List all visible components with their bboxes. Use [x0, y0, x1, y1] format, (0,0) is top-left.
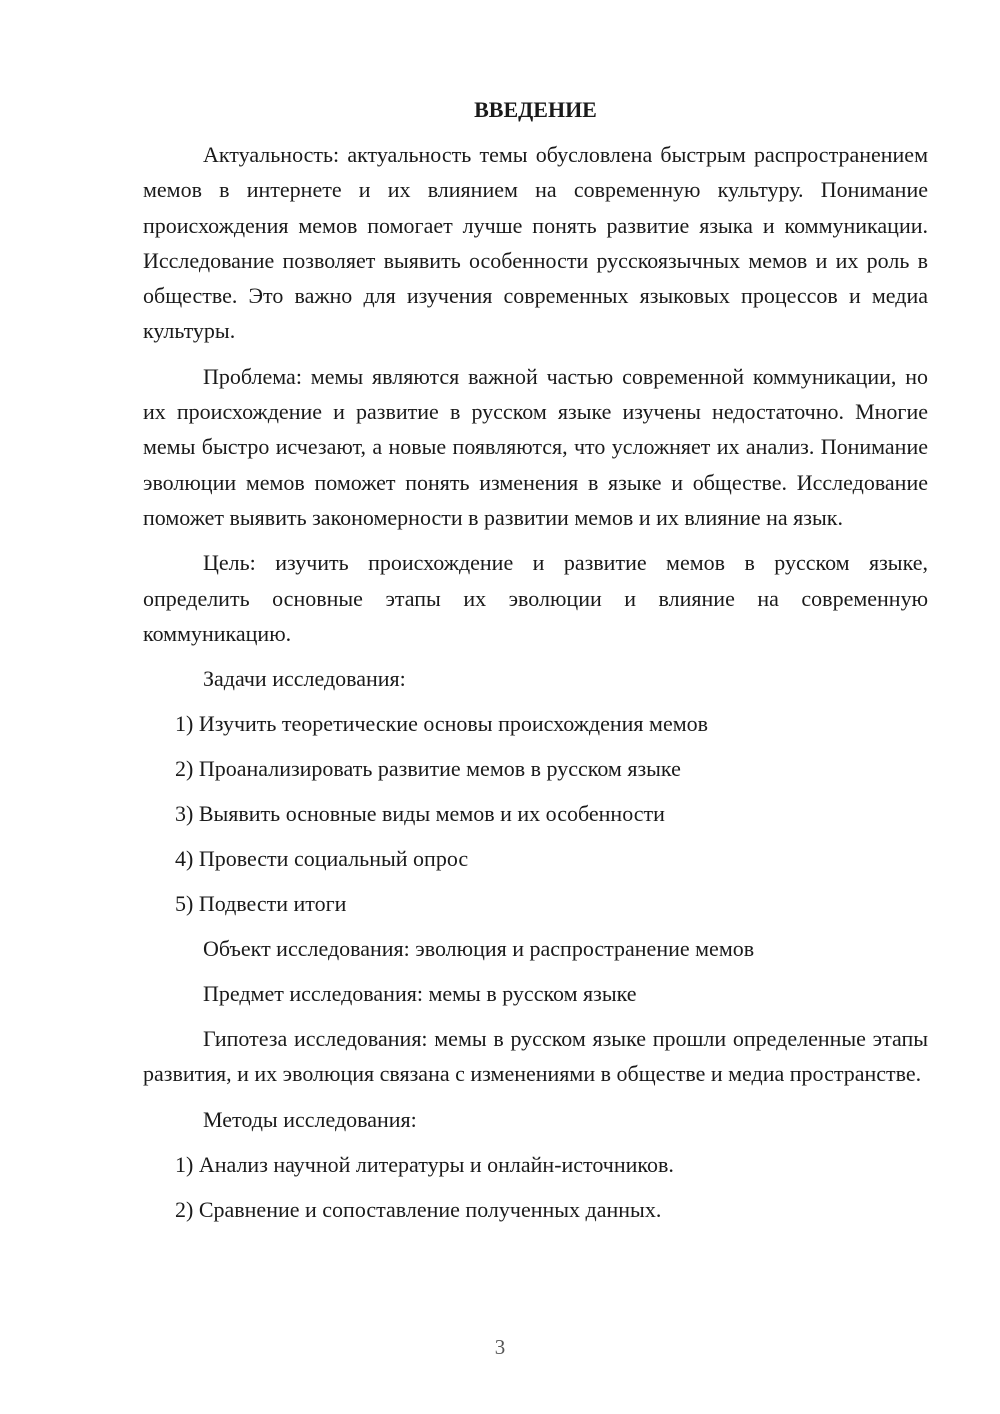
- hypothesis-paragraph: Гипотеза исследования: мемы в русском языке прошли определенные этапы развития, и их эволюция связана с изменениями в обществе и медиа пространстве.: [143, 1026, 928, 1087]
- list-item: 5) Подвести итоги: [175, 891, 347, 917]
- list-item: 4) Провести социальный опрос: [175, 846, 469, 872]
- list-item: 1) Анализ научной литературы и онлайн-источников.: [175, 1151, 674, 1177]
- actuality-paragraph: Актуальность: актуальность темы обусловлена быстрым распространением мемов в интернете и их влиянием на современную культуру. Понимание происхождения мемов помогает лучше понять развитие языка и коммуникации. Исследование позволяет выявить особенности русскоязычных мемов и их роль в обществе. Это важно для изучения современных языковых процессов и медиа культуры.: [143, 142, 928, 344]
- problem-paragraph: Проблема: мемы являются важной частью современной коммуникации, но их происхождение и развитие в русском языке изучены недостаточно. Многие мемы быстро исчезают, а новые появляются, что усложняет их анализ. Понимание эволюции мемов поможет понять изменения в языке и обществе. Исследование поможет выявить закономерности в развитии мемов и их влияние на язык.: [143, 363, 928, 530]
- tasks-list: [143, 706, 928, 921]
- list-item: 2) Проанализировать развитие мемов в русском языке: [175, 756, 681, 782]
- list-item: 1) Изучить теоретические основы происхождения мемов: [175, 711, 709, 737]
- object-line: Объект исследования: эволюция и распространение мемов: [203, 936, 755, 962]
- page-number: 3: [494, 1335, 506, 1359]
- section-heading: ВВЕДЕНИЕ: [474, 97, 597, 122]
- subject-line: Предмет исследования: мемы в русском языке: [203, 981, 637, 1007]
- document-page: [143, 92, 928, 1237]
- methods-title: Методы исследования:: [203, 1106, 417, 1132]
- tasks-title: Задачи исследования:: [203, 666, 406, 692]
- methods-list: [143, 1147, 928, 1227]
- list-item: 3) Выявить основные виды мемов и их особенности: [175, 801, 665, 827]
- list-item: 2) Сравнение и сопоставление полученных данных.: [175, 1196, 662, 1222]
- goal-paragraph: Цель: изучить происхождение и развитие мемов в русском языке, определить основные этапы их эволюции и влияние на современную коммуникацию.: [143, 550, 928, 646]
